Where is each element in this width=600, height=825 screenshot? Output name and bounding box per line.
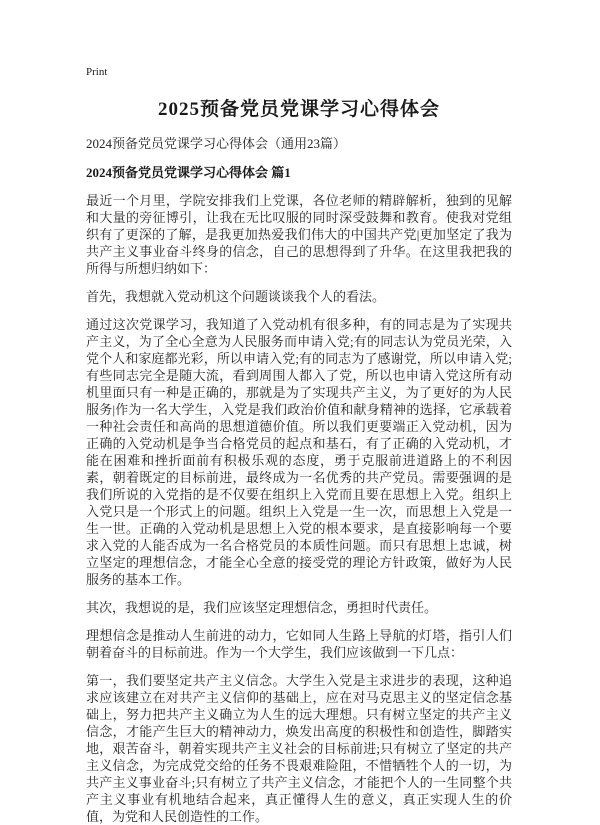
document-subtitle: 2024预备党员党课学习心得体会（通用23篇） <box>86 136 347 151</box>
print-link[interactable]: Print <box>86 66 108 78</box>
body-paragraph-5: 理想信念是推动人生前进的动力，它如同人生路上导航的灯塔，指引人们朝着奋斗的目标前进。作为一个大学生，我们应该做到一下几点： <box>86 628 512 660</box>
body-paragraph-2: 首先，我想就入党动机这个问题谈谈我个人的看法。 <box>86 289 386 304</box>
body-paragraph-4: 其次，我想说的是，我们应该坚定理想信念，勇担时代责任。 <box>86 600 438 615</box>
body-paragraph-6: 第一，我们要坚定共产主义信念。大学生入党是主求进步的表现，这种追求应该建立在对共产主义信仰的基础上，应在对马克思主义的坚定信念基础上，努力把共产主义确立为人生的远大理想。只有树立坚定的共产主义信念，才能产生巨大的精神动力，焕发出高度的积极性和创造性，脚踏实地，艰苦奋斗，朝着实现共产主义社会的目标前进;只有树立了坚定的共产主义信念，为完成党交给的任务不畏艰难险阻，不惜牺牲个人的一切，为共产主义事业奋斗;只有树立了共产主义信念，才能把个人的一生同整个共产主义事业有机地结合起来，真正懂得人生的意义，真正实现人生的价值，为党和人民创造性的工作。 <box>86 673 512 824</box>
body-paragraph-3: 通过这次党课学习，我知道了入党动机有很多种，有的同志是为了实现共产主义，为了全心全意为人民服务而申请入党;有的同志认为党员光荣，入党个人和家庭都光彩，所以申请入党;有的同志为了感谢党，所以申请入党;有些同志完全是随大流，看到周围人都入了党，所以也申请入党这所有动机里面只有一种是正确的，那就是为了实现共产主义，为了更好的为人民服务|作为一名大学生，入党是我们政治价值和献身精神的选择，它承载着一种社会责任和高尚的思想道德价值。所以我们更要端正入党动机，因为正确的入党动机是争当合格党员的起点和基石，有了正确的入党动机，才能在困难和挫折面前有积极乐观的态度，勇于克服前进道路上的不利因素，朝着既定的目标前进，最终成为一名优秀的共产党员。需要强调的是我们所说的入党指的是不仅要在组织上入党而且要在思想上入党。组织上入党只是一个形式上的问题。组织上入党是一生一次，而思想上入党是一生一世。正确的入党动机是思想上入党的根本要求，是直接影响每一个要求入党的人能否成为一名合格党员的本质性问题。而只有思想上忠诚，树立坚定的理想信念，才能全心全意的接受党的理论方针政策，做好为人民服务的基本工作。 <box>86 317 512 587</box>
document-body <box>86 192 512 825</box>
body-paragraph-1: 最近一个月里，学院安排我们上党课，各位老师的精辟解析，独到的见解和大量的旁征博引，让我在无比叹服的同时深受鼓舞和教育。使我对党组织有了更深的了解，是我更加热爱我们伟大的中国共产党|更加坚定了我为共产主义事业奋斗终身的信念，自己的思想得到了升华。在这里我把我的所得与所想归纳如下： <box>86 193 512 276</box>
page-title: 2025预备党员党课学习心得体会 <box>157 99 440 120</box>
section-heading: 2024预备党员党课学习心得体会 篇1 <box>86 165 291 180</box>
